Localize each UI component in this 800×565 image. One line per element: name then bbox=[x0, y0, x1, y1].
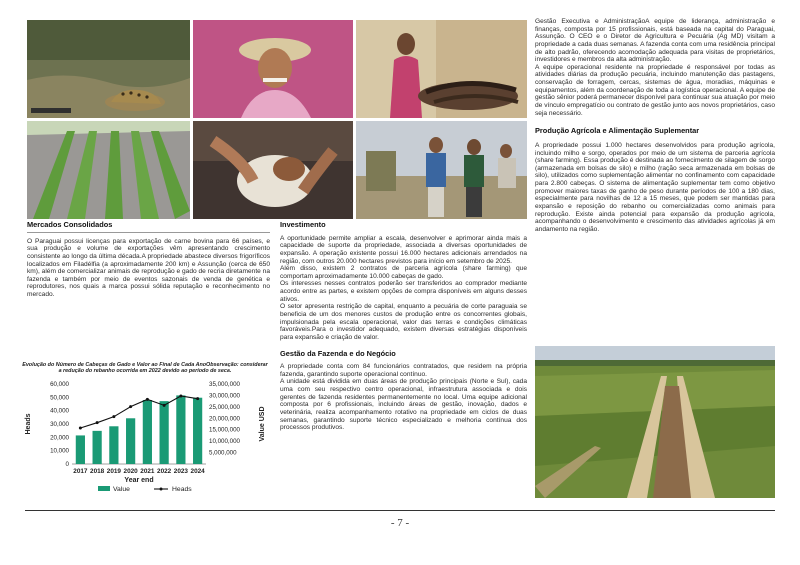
bar-value bbox=[143, 400, 152, 464]
paragraph-producao: A propriedade possui 1.000 hectares desenvolvidos para produção agrícola, incluindo milho e sorgo, operados por meio de um sistema de parceria agrícola (share farming). Essa produção é destinada ao fornecimento de silagem de sorgo (armazenada em bolsas de silo) e milho (ração seca armazenada em bolsas de silo), utilizados como suplementação alimentar no confinamento com capacidade para 2.800 cabeças. O sistema de alimentação suplementar tem como objetivo promover maiores taxas de ganho de peso durante períodos de 100 a 180 dias, especialmente para novilhas de 12 a 15 meses, que podem ser mantidas para expansão e reposição do rebanho ou comercializadas como animais para reprodução. Existe ainda potencial para expansão da produção agrícola, acompanhando o desenvolvimento e crescimento das atividades agrícolas já em andamento na região. bbox=[535, 141, 775, 233]
bar-value bbox=[160, 401, 169, 464]
y-left-tick-label: 20,000 bbox=[50, 434, 69, 442]
legend-marker-heads bbox=[160, 488, 163, 491]
jaguar-photo bbox=[27, 20, 190, 118]
point-heads bbox=[129, 405, 132, 408]
point-heads bbox=[112, 415, 115, 418]
section-heading-investimento: Investimento bbox=[280, 220, 326, 229]
point-heads bbox=[96, 421, 99, 424]
y-right-tick-label: 25,000,000 bbox=[209, 403, 240, 411]
paragraph-investimento-4: O setor apresenta restrição de capital, enquanto a pecuária de corte paraguaia se beneficia de um dos menores custos de produção entre os concorrentes globais, impulsionada pela escala operacional, valor das terras e condições climáticas favoráveis.Para o investidor adequado, existem diversas estratégias disponíveis para expansão e criação de valor. bbox=[280, 303, 527, 341]
section-heading-producao: Produção Agrícola e Alimentação Suplementar bbox=[535, 126, 700, 136]
y-right-tick-label: 35,000,000 bbox=[209, 381, 240, 388]
crop-rows-photo bbox=[27, 121, 190, 219]
x-tick-label: 2017 bbox=[73, 468, 88, 475]
goat-hands-photo bbox=[193, 121, 353, 219]
bar-value bbox=[176, 395, 185, 464]
y-left-tick-label: 0 bbox=[65, 461, 69, 468]
bar-value bbox=[93, 431, 102, 464]
point-heads bbox=[179, 395, 182, 398]
paragraph-gestao-1: A propriedade conta com 84 funcionários contratados, que residem na própria fazenda, garantindo suporte operacional contínuo. bbox=[280, 363, 527, 378]
middle-column bbox=[280, 221, 527, 432]
x-tick-label: 2021 bbox=[140, 468, 155, 475]
x-tick-label: 2019 bbox=[106, 468, 121, 475]
y-left-tick-label: 30,000 bbox=[50, 421, 69, 428]
people-standing-photo bbox=[356, 121, 527, 219]
point-heads bbox=[79, 427, 82, 430]
paragraph-investimento-3: Os interesses nesses contratos poderão ser transferidos ao comprador mediante acordo entre as partes, e existem opções de compra disponíveis em alguns desses ativos. bbox=[280, 280, 527, 303]
legend-swatch-value bbox=[98, 486, 110, 491]
bar-value bbox=[193, 398, 202, 464]
left-column bbox=[27, 221, 270, 299]
x-tick-label: 2020 bbox=[123, 468, 138, 475]
paragraph-gestao-2: A unidade está dividida em duas áreas de produção principais (Norte e Sul), cada uma com seu respectivo centro operacional, infraestrutura associada e dois gerentes de fazenda residentes permanentemente no local. Uma equipe adicional composta por 6 profissionais, incluindo áreas de gestão, inovação, dados e veterinária, realiza acompanhamento rotativo na propriedade em ciclos de duas semanas, garantindo suporte técnico especializado e melhoria contínua dos processos produtivos. bbox=[280, 378, 527, 432]
footer-rule bbox=[25, 510, 775, 511]
x-axis-label: Year end bbox=[124, 477, 154, 484]
aerial-farm-photo bbox=[535, 346, 775, 498]
legend-label-value: Value bbox=[113, 486, 130, 493]
paragraph-investimento-2: Além disso, existem 2 contratos de parceria agrícola (share farming) que comportam aproximadamente 10.000 cabeças de gado. bbox=[280, 265, 527, 280]
y-right-tick-label: 30,000,000 bbox=[209, 392, 240, 400]
section-heading-gestao: Gestão da Fazenda e do Negócio bbox=[280, 348, 396, 358]
paragraph-mercados: O Paraguai possui licenças para exportação de carne bovina para 66 países, e sua produção e volume de exportações vêm apresentando crescimento consistente ao longo da última década.A propriedade abastece diversos frigoríficos localizados em Filadélfia (a aproximadamente 200 km) e Assunção (cerca de 650 km), além de comercializar animais de reprodução e gado de recria diretamente na fazenda e também por meio de eventos sazonais de venda de genética e reprodutores, nos quais a marca possui sólida reputação e reconhecimento no mercado. bbox=[27, 237, 270, 299]
y-right-tick-label: 10,000,000 bbox=[209, 438, 240, 446]
y-right-tick-label: 5,000,000 bbox=[209, 449, 237, 457]
bar-value bbox=[126, 418, 135, 464]
chart-title: Evolução do Número de Cabeças de Gado e Valor ao Final de Cada AnoObservação: considerar a redução do rebanho ocorrida em 2022 devido ao período de seca. bbox=[22, 362, 268, 375]
bar-value bbox=[109, 426, 118, 464]
page-number: - 7 - bbox=[390, 517, 410, 529]
woman-hat-photo bbox=[193, 20, 353, 118]
y-right-tick-label: 15,000,000 bbox=[209, 426, 240, 434]
x-tick-label: 2024 bbox=[190, 468, 205, 475]
x-tick-label: 2023 bbox=[173, 468, 188, 475]
point-heads bbox=[196, 397, 199, 400]
y-right-axis-label: Value USD bbox=[259, 406, 266, 442]
y-left-tick-label: 40,000 bbox=[50, 407, 69, 415]
y-left-tick-label: 50,000 bbox=[50, 394, 69, 402]
paragraph-equipe-operacional: A equipe operacional residente na propriedade é responsável por todas as atividades diárias da produção pecuária, incluindo manutenção das pastagens, conservação de forragem, cercas, sistemas de água, moradias, máquinas e equipamentos, além da coordenação de toda a logística operacional. A equipe de gestão sênior poderá permanecer disponível para continuar sua atuação por meio de vínculo empregatício ou contrato de gestão junto aos novos proprietários, caso seja necessário. bbox=[535, 63, 775, 117]
point-heads bbox=[163, 404, 166, 407]
bar-value bbox=[76, 435, 85, 464]
herd-value-chart bbox=[20, 362, 270, 497]
point-heads bbox=[146, 398, 149, 401]
legend-label-heads: Heads bbox=[172, 486, 192, 493]
paragraph-investimento-1: A oportunidade permite ampliar a escala, desenvolver e aprimorar ainda mais a capacidade de suporte da propriedade, associada a diversas oportunidades de expansão. A operação existente possui 16.000 hectares adicionais arrendados na região, com outros 20.000 hectares previstos para início em setembro de 2025. bbox=[280, 234, 527, 265]
right-column bbox=[535, 18, 775, 234]
x-tick-label: 2022 bbox=[157, 468, 172, 475]
y-left-tick-label: 60,000 bbox=[50, 381, 69, 388]
woman-working-photo bbox=[356, 20, 527, 118]
y-right-tick-label: 20,000,000 bbox=[209, 415, 240, 423]
section-heading-mercados: Mercados Consolidados bbox=[27, 221, 270, 233]
chart-canvas bbox=[20, 376, 270, 497]
y-left-tick-label: 10,000 bbox=[50, 447, 69, 455]
paragraph-gestao-executiva: Gestão Executiva e AdministraçãoA equipe de liderança, administração e finanças, composta por 15 profissionais, está baseada na capital do Paraguai, Assunção. O CEO e o Diretor de Agricultura e Pecuária (Ag MD) visitam a propriedade a cada duas semanas. A fazenda conta com uma residência principal de alto padrão, oferecendo acomodação adequada para visitas de proprietários, investidores e membros da alta administração. bbox=[535, 18, 775, 64]
y-left-axis-label: Heads bbox=[25, 413, 32, 435]
x-tick-label: 2018 bbox=[90, 468, 105, 475]
